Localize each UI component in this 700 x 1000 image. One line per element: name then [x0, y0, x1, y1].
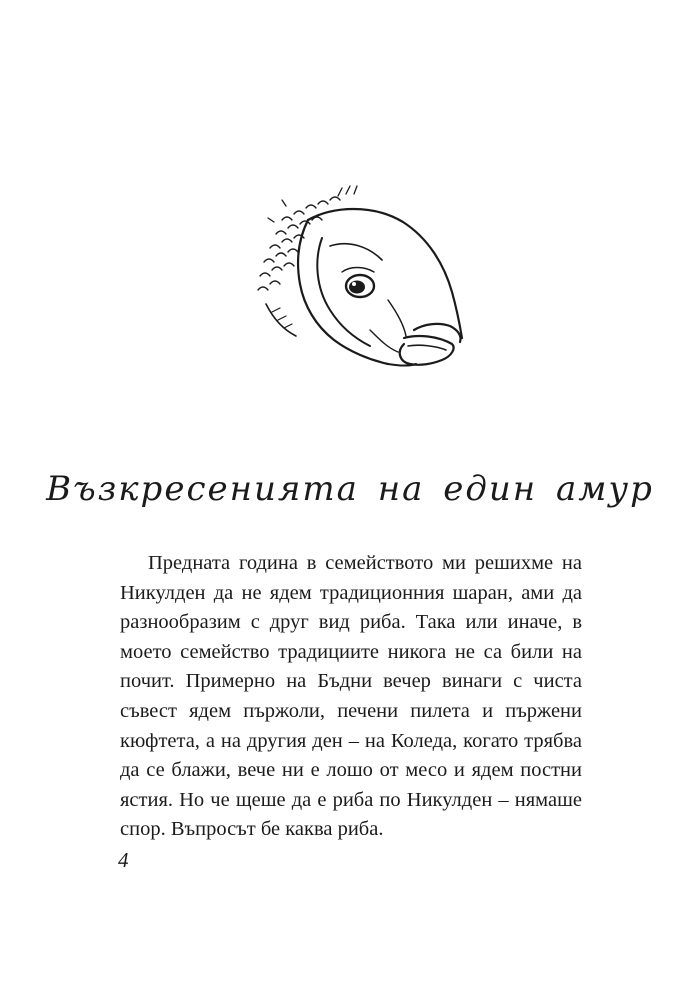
- chapter-title: Възкресенията на един амур: [46, 469, 654, 509]
- fish-head-illustration-icon: [238, 180, 470, 392]
- page-number: 4: [118, 848, 129, 872]
- chapter-paragraph: Предната година в семейството ми решихме на Никулден да не ядем традиционния шаран, ами да разнообразим с друг вид риба. Така или иначе, в моето семейство традициите никога не са били на почит. Примерно на Бъдни вечер винаги с чиста съвест ядем пържоли, печени пилета и пържени кюфтета, а на другия ден – на Коледа, когато трябва да се блажи, вече ни е лошо от месо и ядем постни ястия. Но че щеше да е риба по Никулден – нямаше спор. Въпросът бе каква риба.: [120, 552, 582, 841]
